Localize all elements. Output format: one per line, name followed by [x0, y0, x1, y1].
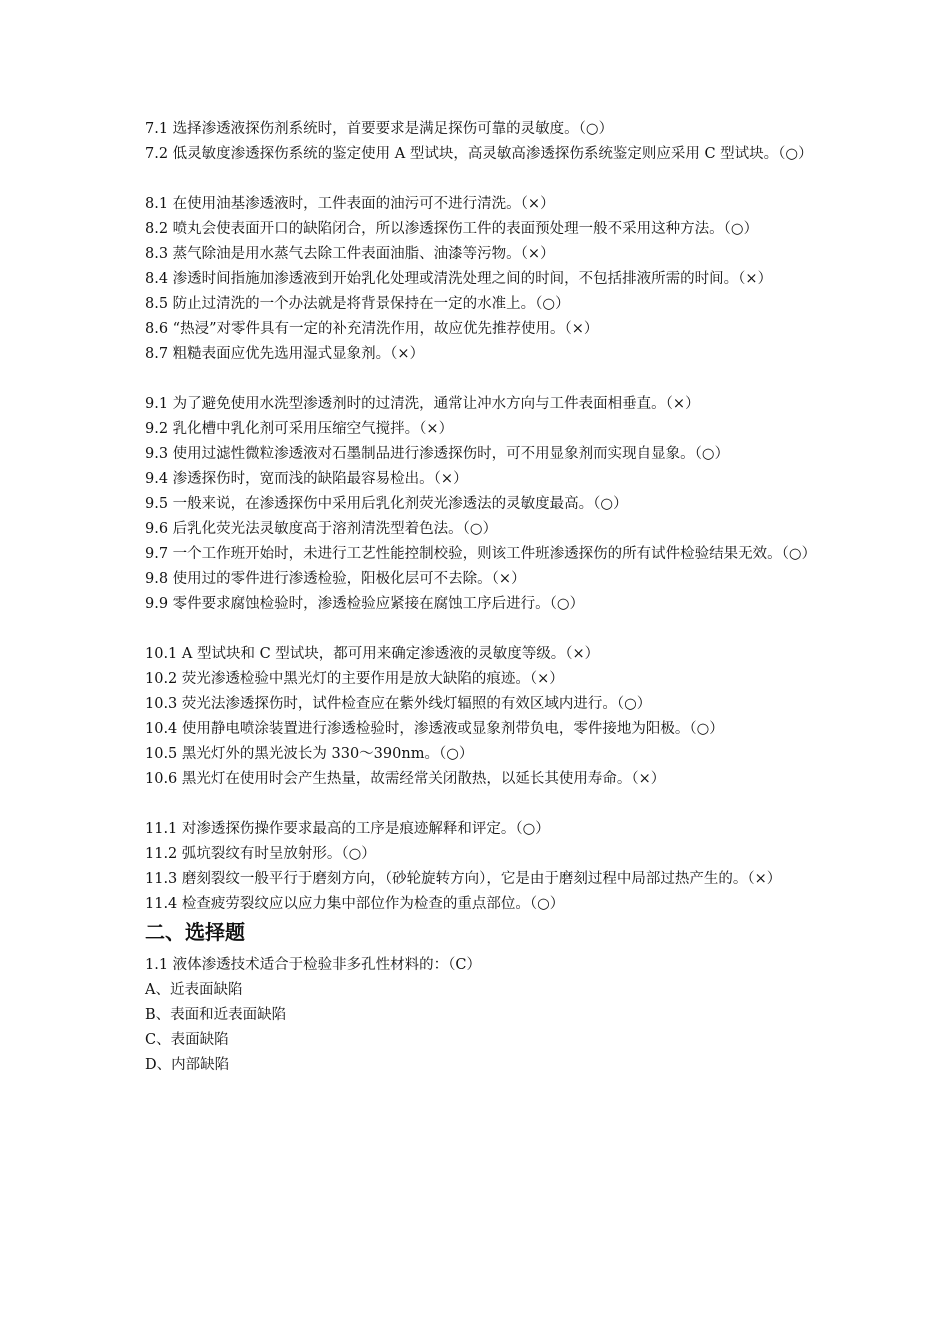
item-9-8: 9.8 使用过的零件进行渗透检验，阳极化层可不去除。（×）	[145, 571, 526, 587]
item-10-2: 10.2 荧光渗透检验中黑光灯的主要作用是放大缺陷的痕迹。（×）	[145, 671, 564, 687]
option-c: C、表面缺陷	[145, 1032, 229, 1048]
item-8-1: 8.1 在使用油基渗透液时，工件表面的油污可不进行清洗。（×）	[145, 196, 555, 212]
spacer	[145, 617, 810, 642]
group-7	[145, 117, 813, 167]
item-10-1: 10.1 A 型试块和 C 型试块，都可用来确定渗透液的灵敏度等级。（×）	[145, 646, 600, 662]
spacer	[145, 167, 810, 192]
item-8-6: 8.6 “热浸”对零件具有一定的补充清洗作用，故应优先推荐使用。（×）	[145, 321, 599, 337]
item-9-1: 9.1 为了避免使用水洗型渗透剂时的过清洗，通常让冲水方向与工件表面相垂直。（×）	[145, 396, 700, 412]
item-9-6: 9.6 后乳化荧光法灵敏度高于溶剂清洗型着色法。（○）	[145, 521, 498, 537]
document-page	[145, 117, 817, 1078]
spacer	[145, 792, 810, 817]
section-heading: 二、选择题	[145, 920, 245, 944]
item-8-4: 8.4 渗透时间指施加渗透液到开始乳化处理或清洗处理之间的时间，不包括排液所需的时间。（×）	[145, 271, 773, 287]
item-9-4: 9.4 渗透探伤时，宽而浅的缺陷最容易检出。（×）	[145, 471, 468, 487]
item-10-4: 10.4 使用静电喷涂装置进行渗透检验时，渗透液或显象剂带负电，零件接地为阳极。（○）	[145, 721, 724, 737]
item-10-5: 10.5 黑光灯外的黑光波长为 330～390nm。（○）	[145, 746, 474, 762]
item-9-2: 9.2 乳化槽中乳化剂可采用压缩空气搅拌。（×）	[145, 421, 454, 437]
option-d: D、内部缺陷	[145, 1057, 230, 1073]
item-11-1: 11.1 对渗透探伤操作要求最高的工序是痕迹解释和评定。（○）	[145, 821, 550, 837]
item-7-2: 7.2 低灵敏度渗透探伤系统的鉴定使用 A 型试块，高灵敏高渗透探伤系统鉴定则应采用 C 型试块。（○）	[145, 146, 813, 162]
item-8-3: 8.3 蒸气除油是用水蒸气去除工件表面油脂、油漆等污物。（×）	[145, 246, 555, 262]
option-b: B、表面和近表面缺陷	[145, 1007, 287, 1023]
item-8-5: 8.5 防止过清洗的一个办法就是将背景保持在一定的水准上。（○）	[145, 296, 570, 312]
group-8	[145, 192, 810, 367]
question-1-1: 1.1 液体渗透技术适合于检验非多孔性材料的：（C）	[145, 957, 482, 973]
item-9-3: 9.3 使用过滤性微粒渗透液对石墨制品进行渗透探伤时，可不用显象剂而实现自显象。（○）	[145, 446, 730, 462]
item-10-6: 10.6 黑光灯在使用时会产生热量，故需经常关闭散热，以延长其使用寿命。（×）	[145, 771, 666, 787]
group-10	[145, 642, 810, 792]
option-a: A、近表面缺陷	[145, 982, 243, 998]
item-8-7: 8.7 粗糙表面应优先选用湿式显象剂。（×）	[145, 346, 425, 362]
spacer	[145, 367, 810, 392]
item-11-3: 11.3 磨刻裂纹一般平行于磨刻方向，（砂轮旋转方向），它是由于磨刻过程中局部过热产生的。（×）	[145, 871, 782, 887]
choice-question	[145, 953, 810, 1078]
item-11-4: 11.4 检查疲劳裂纹应以应力集中部位作为检查的重点部位。（○）	[145, 896, 565, 912]
group-9	[145, 392, 817, 617]
item-11-2: 11.2 弧坑裂纹有时呈放射形。（○）	[145, 846, 376, 862]
item-9-5: 9.5 一般来说，在渗透探伤中采用后乳化剂荧光渗透法的灵敏度最高。（○）	[145, 496, 628, 512]
item-7-1: 7.1 选择渗透液探伤剂系统时，首要要求是满足探伤可靠的灵敏度。（○）	[145, 121, 614, 137]
item-8-2: 8.2 喷丸会使表面开口的缺陷闭合，所以渗透探伤工件的表面预处理一般不采用这种方法。（○）	[145, 221, 759, 237]
item-10-3: 10.3 荧光法渗透探伤时，试件检查应在紫外线灯辐照的有效区域内进行。（○）	[145, 696, 652, 712]
group-11	[145, 817, 810, 917]
item-9-9: 9.9 零件要求腐蚀检验时，渗透检验应紧接在腐蚀工序后进行。（○）	[145, 596, 585, 612]
item-9-7: 9.7 一个工作班开始时，未进行工艺性能控制校验，则该工件班渗透探伤的所有试件检验结果无效。（○）	[145, 546, 817, 562]
